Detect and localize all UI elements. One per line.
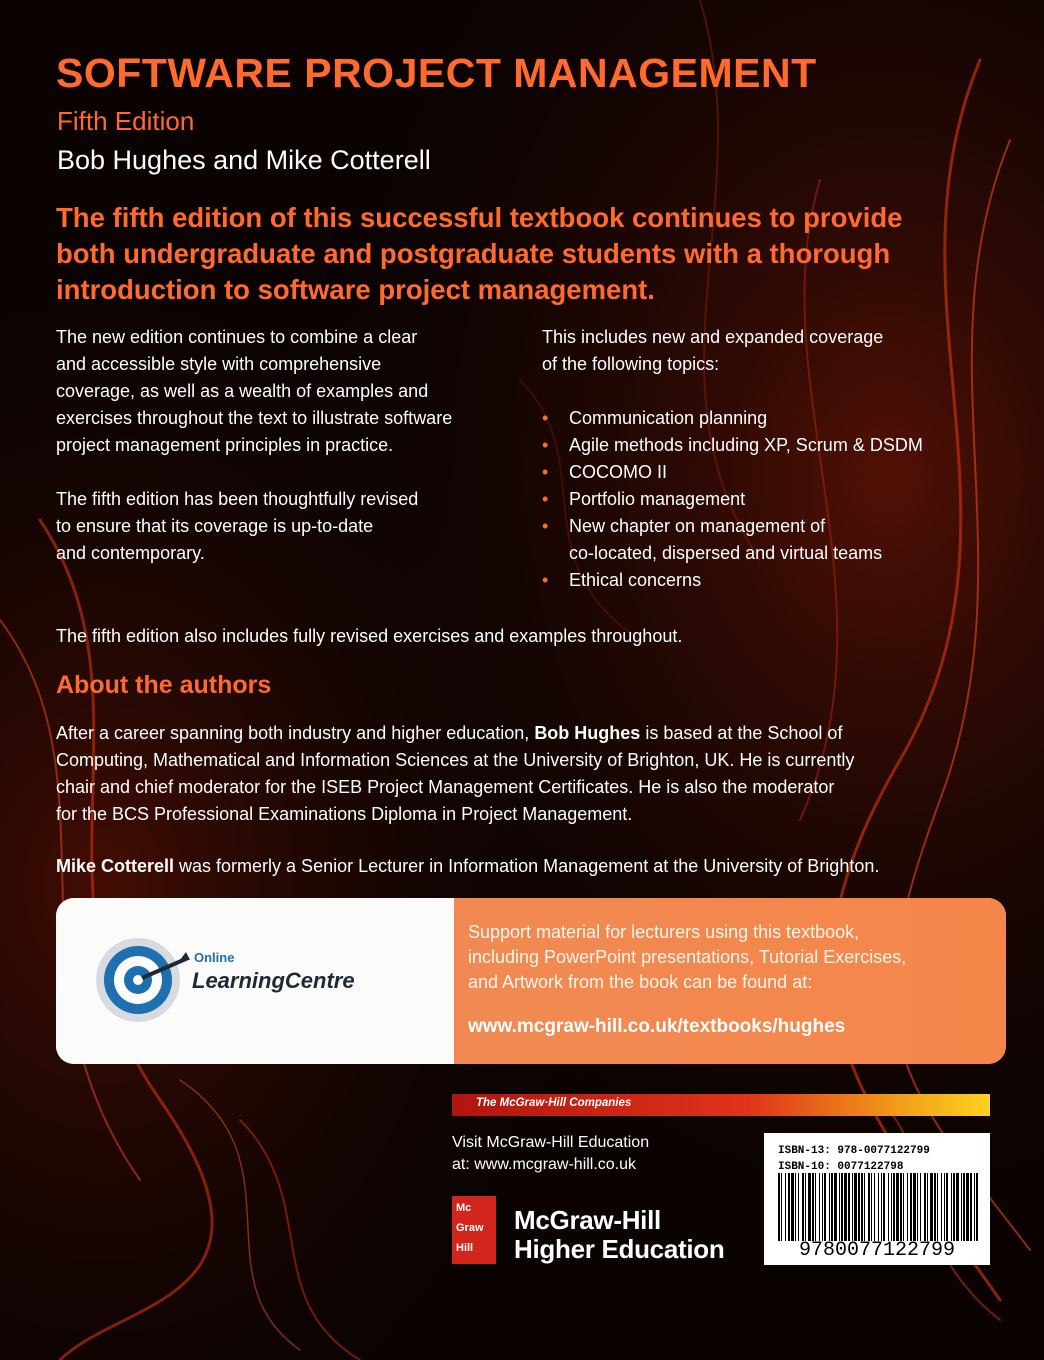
about-heading: About the authors [56,671,272,699]
text-line: to ensure that its coverage is up-to-date [56,516,374,536]
mcgraw-hill-logo: Mc Graw Hill [452,1196,496,1264]
publisher-name [514,1206,724,1264]
topics-intro [542,324,1002,378]
text-line: and contemporary. [56,543,205,563]
bullet-icon: • [542,516,549,536]
text-line: This includes new and expanded coverage [542,327,884,347]
author-name: Mike Cotterell [56,856,175,876]
olc-logo-area [56,898,454,1064]
text-line: project management principles in practice. [56,435,394,455]
book-authors: Bob Hughes and Mike Cotterell [57,145,431,175]
text-line: chair and chief moderator for the ISEB Project Management Certificates. He is also the moderator [56,777,835,797]
bullet-icon: • [542,570,549,590]
list-item: • COCOMO II [542,459,1002,486]
text-line: McGraw-Hill [514,1205,661,1235]
list-item: • Ethical concerns [542,567,1002,594]
about-mike-cotterell: Mike Cotterell was formerly a Senior Lecturer in Information Management at the University of Brighton. [56,856,880,876]
isbn-13: ISBN-13: 978-0077122799 [778,1145,930,1157]
text-line: exercises throughout the text to illustrate software [56,408,453,428]
description-paragraph [56,324,496,459]
bullet-icon: • [542,435,549,455]
olc-logo-title: LearningCentre [192,968,355,993]
left-column [56,324,496,594]
book-edition: Fifth Edition [57,106,195,136]
revision-paragraph [56,486,496,567]
lead-line: The fifth edition of this successful textbook continues to provide [56,202,903,233]
lead-statement [56,200,956,308]
list-item: • Portfolio management [542,486,1002,513]
text-line: for the BCS Professional Examinations Diploma in Project Management. [56,804,633,824]
list-item: • Agile methods including XP, Scrum & DSDM [542,432,1002,459]
text-line: The fifth edition has been thoughtfully revised [56,489,419,509]
visit-url[interactable]: at: www.mcgraw-hill.co.uk [452,1156,637,1173]
author-name: Bob Hughes [534,723,641,743]
barcode-icon [778,1173,978,1241]
text-line: Visit McGraw-Hill Education [452,1134,650,1151]
list-item: • Communication planning [542,405,1002,432]
bullet-icon: • [542,462,549,482]
target-arrow-icon [90,928,190,1028]
online-learning-centre-panel [56,898,1006,1064]
text-line: and accessible style with comprehensive [56,354,382,374]
text-line: Computing, Mathematical and Information Sciences at the University of Brighton, UK. He is currently [56,750,855,770]
text-line: The new edition continues to combine a clear [56,327,418,347]
text-line: After a career spanning both industry and higher education, Bob Hughes is based at the School of [56,723,843,743]
barcode-digits: 9780077122799 [798,1239,956,1262]
text-line: Higher Education [514,1234,725,1264]
text-line: Support material for lecturers using this textbook, [468,922,860,942]
about-bob-hughes [56,720,1006,828]
right-column [542,324,1002,594]
bullet-icon: • [542,408,549,428]
topics-list [542,405,1002,594]
text-line: of the following topics: [542,354,720,374]
olc-logo-online: Online [194,950,235,965]
mcgraw-hill-companies-bar [452,1094,990,1116]
bullet-icon: • [542,489,549,509]
olc-info-area [454,898,1006,1064]
lead-line: introduction to software project management. [56,274,655,305]
lead-line: both undergraduate and postgraduate students with a thorough [56,238,891,269]
text-line: coverage, as well as a wealth of examples and [56,381,429,401]
isbn-barcode-box [764,1133,990,1265]
book-title: SOFTWARE PROJECT MANAGEMENT [56,50,817,96]
text-line: and Artwork from the book can be found at: [468,972,813,992]
olc-description [468,920,998,995]
also-includes-text: The fifth edition also includes fully revised exercises and examples throughout. [56,626,683,646]
list-item: • New chapter on management of co-located, dispersed and virtual teams [542,513,1002,567]
companies-label: The McGraw·Hill Companies [476,1097,632,1109]
olc-url-link[interactable]: www.mcgraw-hill.co.uk/textbooks/hughes [468,1016,846,1037]
isbn-10: ISBN-10: 0077122798 [778,1161,904,1173]
visit-publisher [452,1132,649,1176]
text-line: including PowerPoint presentations, Tutorial Exercises, [468,947,907,967]
